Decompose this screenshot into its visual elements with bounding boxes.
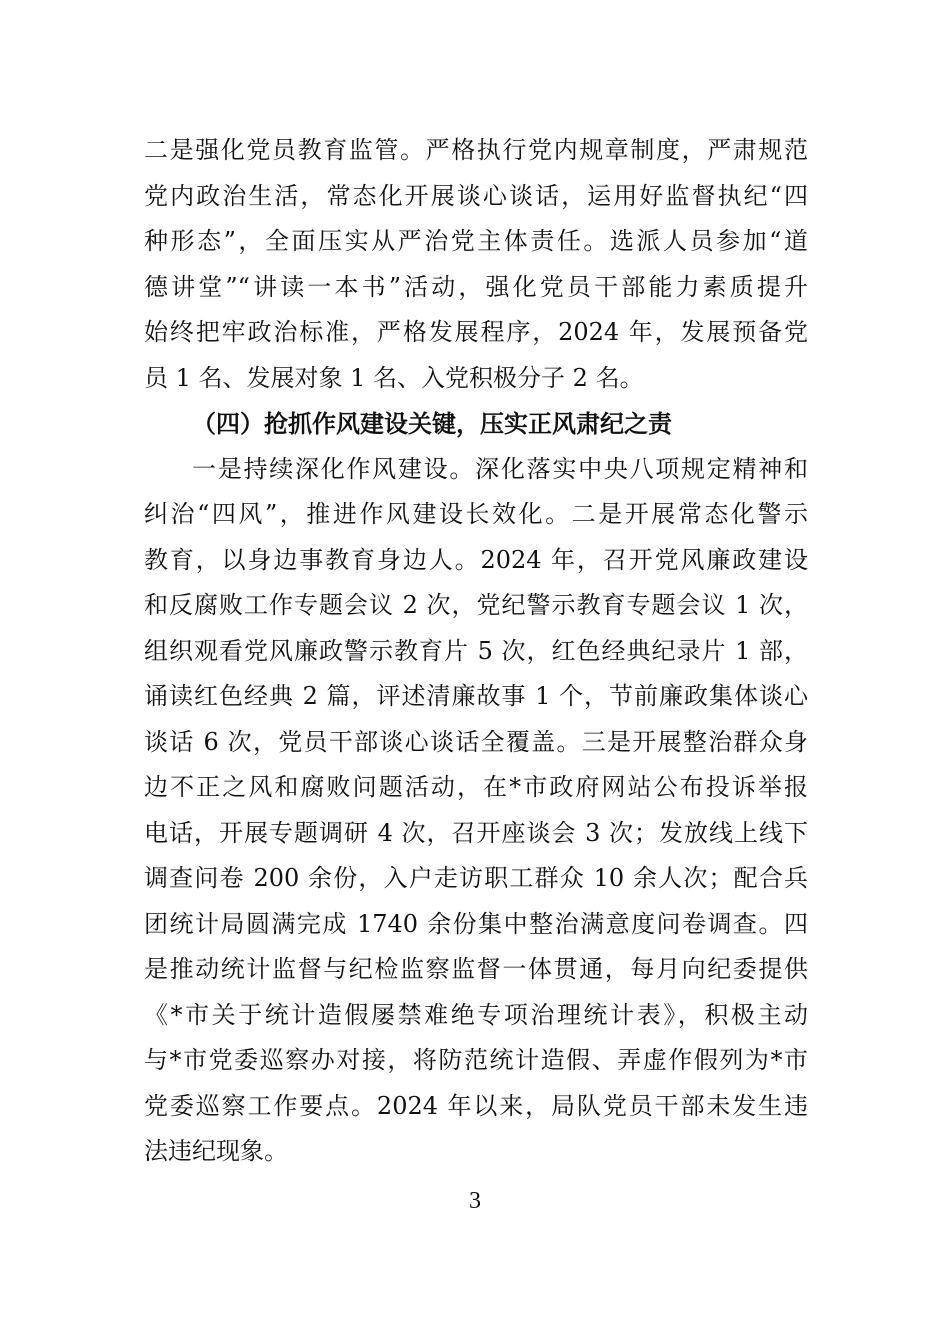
text-line: 与*市党委巡察办对接，将防范统计造假、弄虚作假列为*市 (144, 1046, 808, 1074)
text-line: 始终把牢政治标准，严格发展程序，2024 年，发展预备党 (144, 318, 808, 346)
text-line: 种形态”，全面压实从严治党主体责任。选派人员参加“道 (144, 227, 808, 255)
text-line: 教育，以身边事教育身边人。2024 年，召开党风廉政建设 (144, 545, 808, 574)
text-line: 纠治“四风”，推进作风建设长效化。二是开展常态化警示 (144, 500, 808, 528)
text-line: 诵读红色经典 2 篇，评述清廉故事 1 个，节前廉政集体谈心 (144, 682, 808, 710)
text-line: 电话，开展专题调研 4 次，召开座谈会 3 次；发放线上线下 (144, 818, 808, 847)
text-line: 谈话 6 次，党员干部谈心谈话全覆盖。三是开展整治群众身 (144, 727, 808, 756)
text-line: 一是持续深化作风建设。深化落实中央八项规定精神和 (192, 454, 808, 483)
page-number: 3 (469, 1188, 481, 1214)
section-heading: （四）抢抓作风建设关键，压实正风肃纪之责 (192, 409, 672, 438)
text-line: 团统计局圆满完成 1740 余份集中整治满意度问卷调查。四 (144, 909, 808, 938)
text-line: 法违纪现象。 (144, 1137, 288, 1165)
text-line: 党委巡察工作要点。2024 年以来，局队党员干部未发生违 (144, 1091, 808, 1120)
text-line: 党内政治生活，常态化开展谈心谈话，运用好监督执纪“四 (144, 181, 808, 210)
text-line: 《*市关于统计造假屡禁难绝专项治理统计表》，积极主动 (144, 1000, 808, 1029)
text-line: 边不正之风和腐败问题活动，在*市政府网站公布投诉举报 (144, 773, 808, 801)
text-line: 德讲堂”“讲读一本书”活动，强化党员干部能力素质提升 (144, 272, 808, 301)
text-line: 员 1 名、发展对象 1 名、入党积极分子 2 名。 (144, 363, 644, 392)
text-line: 调查问卷 200 余份，入户走访职工群众 10 余人次；配合兵 (144, 864, 808, 892)
text-line: 和反腐败工作专题会议 2 次，党纪警示教育专题会议 1 次， (144, 591, 808, 619)
text-line: 二是强化党员教育监管。严格执行党内规章制度，严肃规范 (144, 136, 808, 164)
document-body (144, 128, 808, 1175)
text-line: 组织观看党风廉政警示教育片 5 次，红色经典纪录片 1 部， (144, 636, 808, 665)
text-line: 是推动统计监督与纪检监察监督一体贯通，每月向纪委提供 (144, 955, 808, 983)
